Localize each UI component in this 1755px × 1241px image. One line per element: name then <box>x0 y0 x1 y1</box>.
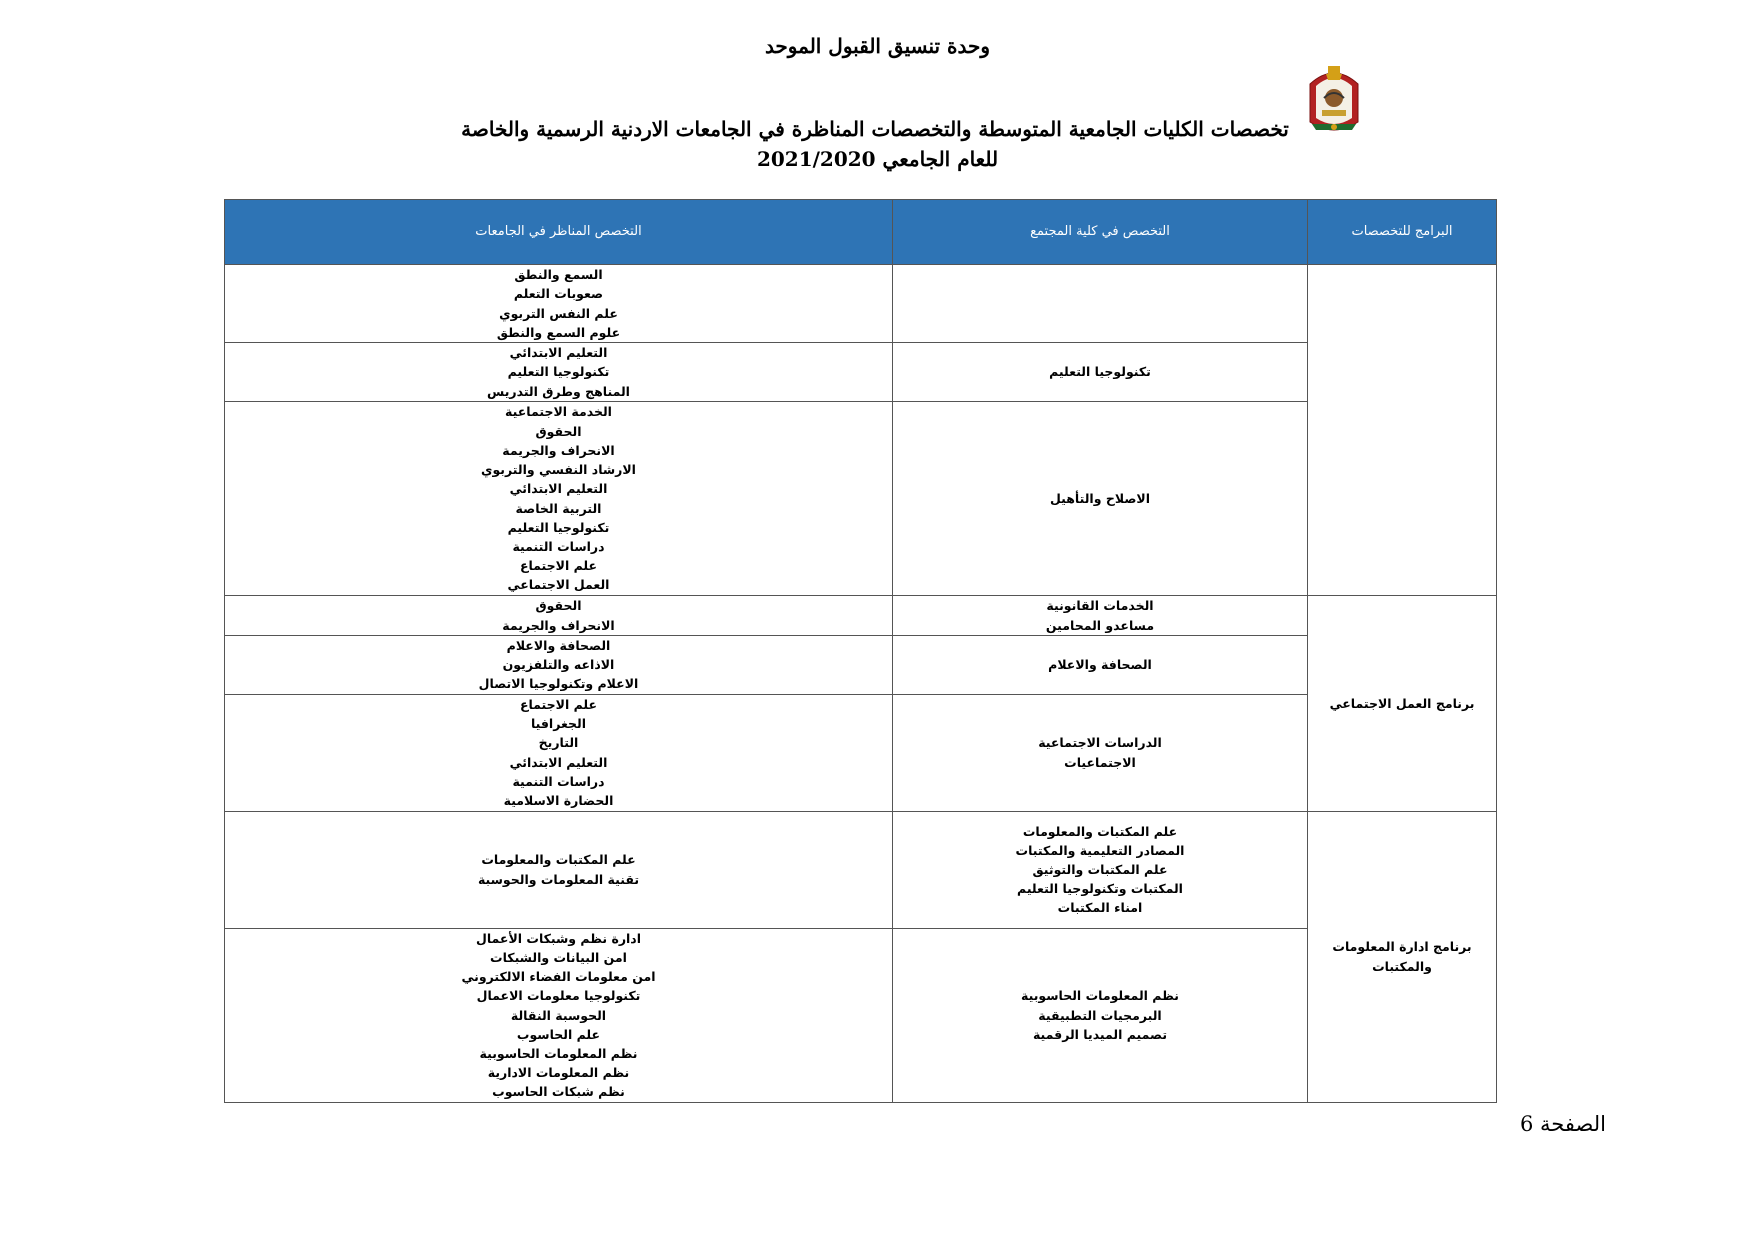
university-major-cell <box>225 694 893 811</box>
university-major-item: تكنولوجيا معلومات الاعمال <box>476 988 641 1004</box>
university-major-item: التربية الخاصة <box>515 500 602 516</box>
university-major-item: تكنولوجيا التعليم <box>507 519 610 535</box>
program-label-line: برنامج ادارة المعلومات <box>1332 939 1472 955</box>
program-label-line: والمكتبات <box>1372 958 1432 974</box>
university-major-item: علم الحاسوب <box>516 1026 601 1042</box>
university-major-item: دراسات التنمية <box>512 538 605 554</box>
college-major-cell <box>893 265 1308 343</box>
college-major-item: تكنولوجيا التعليم <box>1049 364 1151 380</box>
university-major-item: الصحافة والاعلام <box>506 638 611 653</box>
table-row <box>225 343 1497 402</box>
university-major-item: علم النفس التربوي <box>499 305 618 321</box>
university-major-item: الجغرافيا <box>530 716 587 732</box>
university-major-cell <box>225 928 893 1102</box>
college-major-cell <box>893 343 1308 402</box>
program-cell-social-work: برنامج العمل الاجتماعي <box>1308 596 1497 812</box>
university-major-item: امن البيانات والشبكات <box>490 949 627 965</box>
university-major-item: الخدمة الاجتماعية <box>505 404 612 420</box>
university-major-item: الارشاد النفسي والتربوي <box>481 462 636 478</box>
university-major-item: الحضارة الاسلامية <box>503 793 614 809</box>
university-major-cell <box>225 402 893 596</box>
university-major-cell <box>225 343 893 402</box>
header-college-major: التخصص في كلية المجتمع <box>893 200 1308 265</box>
header-university-major: التخصص المناظر في الجامعات <box>225 200 893 265</box>
college-major-item: مساعدو المحامين <box>1045 617 1155 633</box>
table-header-row <box>225 200 1497 265</box>
college-major-cell <box>893 636 1308 695</box>
unit-name: وحدة تنسيق القبول الموحد <box>764 34 991 58</box>
university-major-cell <box>225 596 893 636</box>
university-major-item: السمع والنطق <box>514 267 603 283</box>
college-major-item: نظم المعلومات الحاسوبية <box>1021 988 1179 1004</box>
college-major-cell <box>893 928 1308 1102</box>
university-major-item: الانحراف والجريمة <box>502 617 615 633</box>
university-major-item: المناهج وطرق التدريس <box>487 383 630 399</box>
page-number: الصفحة 6 <box>1520 1112 1606 1136</box>
college-major-cell <box>893 694 1308 811</box>
table-row <box>225 402 1497 596</box>
university-major-item: ادارة نظم وشبكات الأعمال <box>475 930 642 946</box>
university-major-item: نظم شبكات الحاسوب <box>492 1084 625 1100</box>
program-cell-empty <box>1308 265 1497 596</box>
university-major-item: علوم السمع والنطق <box>496 324 621 340</box>
university-major-cell <box>225 265 893 343</box>
university-major-item: الانحراف والجريمة <box>502 442 615 458</box>
college-major-item: علم المكتبات والتوثيق <box>1032 862 1168 877</box>
university-major-item: الحقوق <box>535 598 582 614</box>
table-row <box>225 596 1497 636</box>
college-major-cell <box>893 402 1308 596</box>
university-major-item: تقنية المعلومات والحوسبة <box>477 871 640 887</box>
college-major-item: البرمجيات التطبيقية <box>1038 1007 1162 1023</box>
table-row <box>225 265 1497 343</box>
program-cell-info-management <box>1308 811 1497 1102</box>
university-major-item: التاريخ <box>538 735 579 751</box>
college-major-item: الاصلاح والتأهيل <box>1050 490 1150 506</box>
college-major-item: الخدمات القانونية <box>1046 598 1154 614</box>
college-major-item: علم المكتبات والمعلومات <box>1022 823 1178 839</box>
university-major-item: علم المكتبات والمعلومات <box>481 852 636 868</box>
university-major-item: علم الاجتماع <box>519 558 598 574</box>
table-row <box>225 636 1497 695</box>
document-title: تخصصات الكليات الجامعية المتوسطة والتخصصات المناظرة في الجامعات الاردنية الرسمية والخاصة <box>461 117 1289 141</box>
majors-table <box>224 199 1497 1103</box>
table-row <box>225 694 1497 811</box>
table-row <box>225 811 1497 928</box>
university-major-cell <box>225 811 893 928</box>
university-major-item: دراسات التنمية <box>512 773 605 789</box>
college-major-item: المصادر التعليمية والمكتبات <box>1015 842 1185 858</box>
college-major-item: تصميم الميديا الرقمية <box>1032 1026 1168 1042</box>
university-major-item: امن معلومات الفضاء الالكتروني <box>461 969 656 985</box>
college-major-cell <box>893 596 1308 636</box>
university-major-item: الحقوق <box>535 423 582 439</box>
university-major-item: تكنولوجيا التعليم <box>507 364 610 380</box>
college-major-item: الدراسات الاجتماعية <box>1038 735 1162 751</box>
university-major-item: نظم المعلومات الادارية <box>487 1065 630 1081</box>
university-major-item: التعليم الابتدائي <box>509 754 608 770</box>
college-major-item: الصحافة والاعلام <box>1048 657 1152 673</box>
document-subtitle: للعام الجامعي 2021/2020 <box>756 147 999 171</box>
college-major-cell <box>893 811 1308 928</box>
college-major-item: الاجتماعيات <box>1064 754 1136 770</box>
university-major-item: العمل الاجتماعي <box>507 577 610 593</box>
university-major-item: نظم المعلومات الحاسوبية <box>479 1045 638 1061</box>
college-major-item: المكتبات وتكنولوجيا التعليم <box>1017 881 1183 897</box>
university-major-item: التعليم الابتدائي <box>509 345 608 361</box>
university-major-item: الاعلام وتكنولوجيا الاتصال <box>478 676 639 692</box>
college-major-item: امناء المكتبات <box>1057 900 1143 916</box>
university-major-item: التعليم الابتدائي <box>509 481 608 497</box>
university-major-item: علم الاجتماع <box>519 697 598 712</box>
university-major-item: الاذاعه والتلفزيون <box>502 657 615 673</box>
header-programs: البرامج للتخصصات <box>1308 200 1497 265</box>
university-major-item: صعوبات التعلم <box>513 286 604 302</box>
university-major-item: الحوسبة النقالة <box>510 1007 607 1023</box>
table-row <box>225 928 1497 1102</box>
university-major-cell <box>225 636 893 695</box>
